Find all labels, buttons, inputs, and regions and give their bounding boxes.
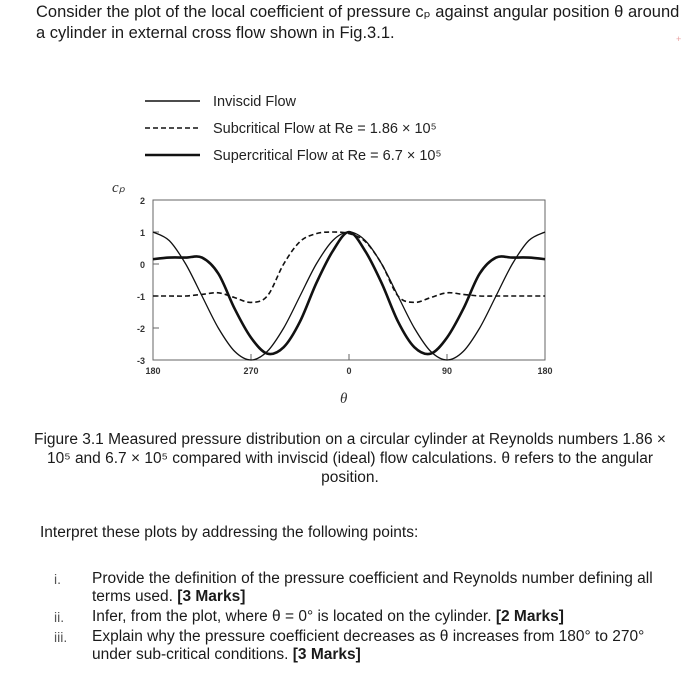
- series-line-dashed: [153, 232, 545, 302]
- series-group: [153, 232, 545, 360]
- question-intro: Consider the plot of the local coefficient of pressure cₚ against angular position θ around a cylinder in external cross flow shown in Fig.3.1.: [36, 3, 680, 42]
- list-item: [0, 570, 700, 606]
- y-tick-label: -1: [136, 292, 145, 302]
- point-number: iii.: [54, 629, 68, 645]
- y-tick-label: 0: [139, 260, 145, 270]
- point-marks: [3 Marks]: [292, 646, 361, 663]
- point-text: Explain why the pressure coefficient decreases as θ increases from 180° to 270° under sub-critical conditions.: [92, 628, 645, 663]
- point-text: Infer, from the plot, where θ = 0° is located on the cylinder.: [92, 608, 492, 625]
- point-text: Provide the definition of the pressure coefficient and Reynolds number defining all terms used.: [92, 570, 653, 605]
- y-axis-label: cₚ: [112, 180, 126, 196]
- point-number: ii.: [54, 609, 65, 625]
- y-tick-label: 2: [139, 196, 145, 206]
- list-item: [0, 628, 700, 664]
- point-marks: [3 Marks]: [177, 588, 246, 605]
- point-marks: [2 Marks]: [495, 608, 564, 625]
- interpret-prompt: Interpret these plots by addressing the following points:: [40, 524, 419, 541]
- axis-ticks: [137, 196, 553, 376]
- x-tick-label: 180: [145, 366, 161, 376]
- x-tick-label: 90: [441, 366, 453, 376]
- point-number: i.: [54, 571, 61, 587]
- y-tick-label: 1: [139, 228, 145, 238]
- y-tick-label: -2: [136, 324, 145, 334]
- legend: [145, 94, 441, 164]
- legend-label-subcritical: Subcritical Flow at Re = 1.86 × 10⁵: [213, 121, 437, 137]
- y-tick-label: -3: [136, 356, 145, 366]
- stray-mark-icon: +: [676, 34, 682, 44]
- x-tick-label: 0: [346, 366, 352, 376]
- question-points: [0, 570, 700, 666]
- x-tick-label: 270: [243, 366, 259, 376]
- figure-caption: Figure 3.1 Measured pressure distribution on a circular cylinder at Reynolds numbers 1.86 × 10⁵ and 6.7 × 10⁵ compared with inviscid (ideal) flow calculations. θ refers to the angular position.: [34, 431, 666, 486]
- legend-label-inviscid: Inviscid Flow: [213, 94, 296, 110]
- legend-label-supercritical: Supercritical Flow at Re = 6.7 × 10⁵: [213, 148, 442, 164]
- list-item: [0, 608, 700, 626]
- series-line-solid-thin: [153, 232, 545, 360]
- x-tick-label: 180: [537, 366, 553, 376]
- x-axis-label: θ: [340, 391, 348, 407]
- plot-frame: [153, 200, 545, 360]
